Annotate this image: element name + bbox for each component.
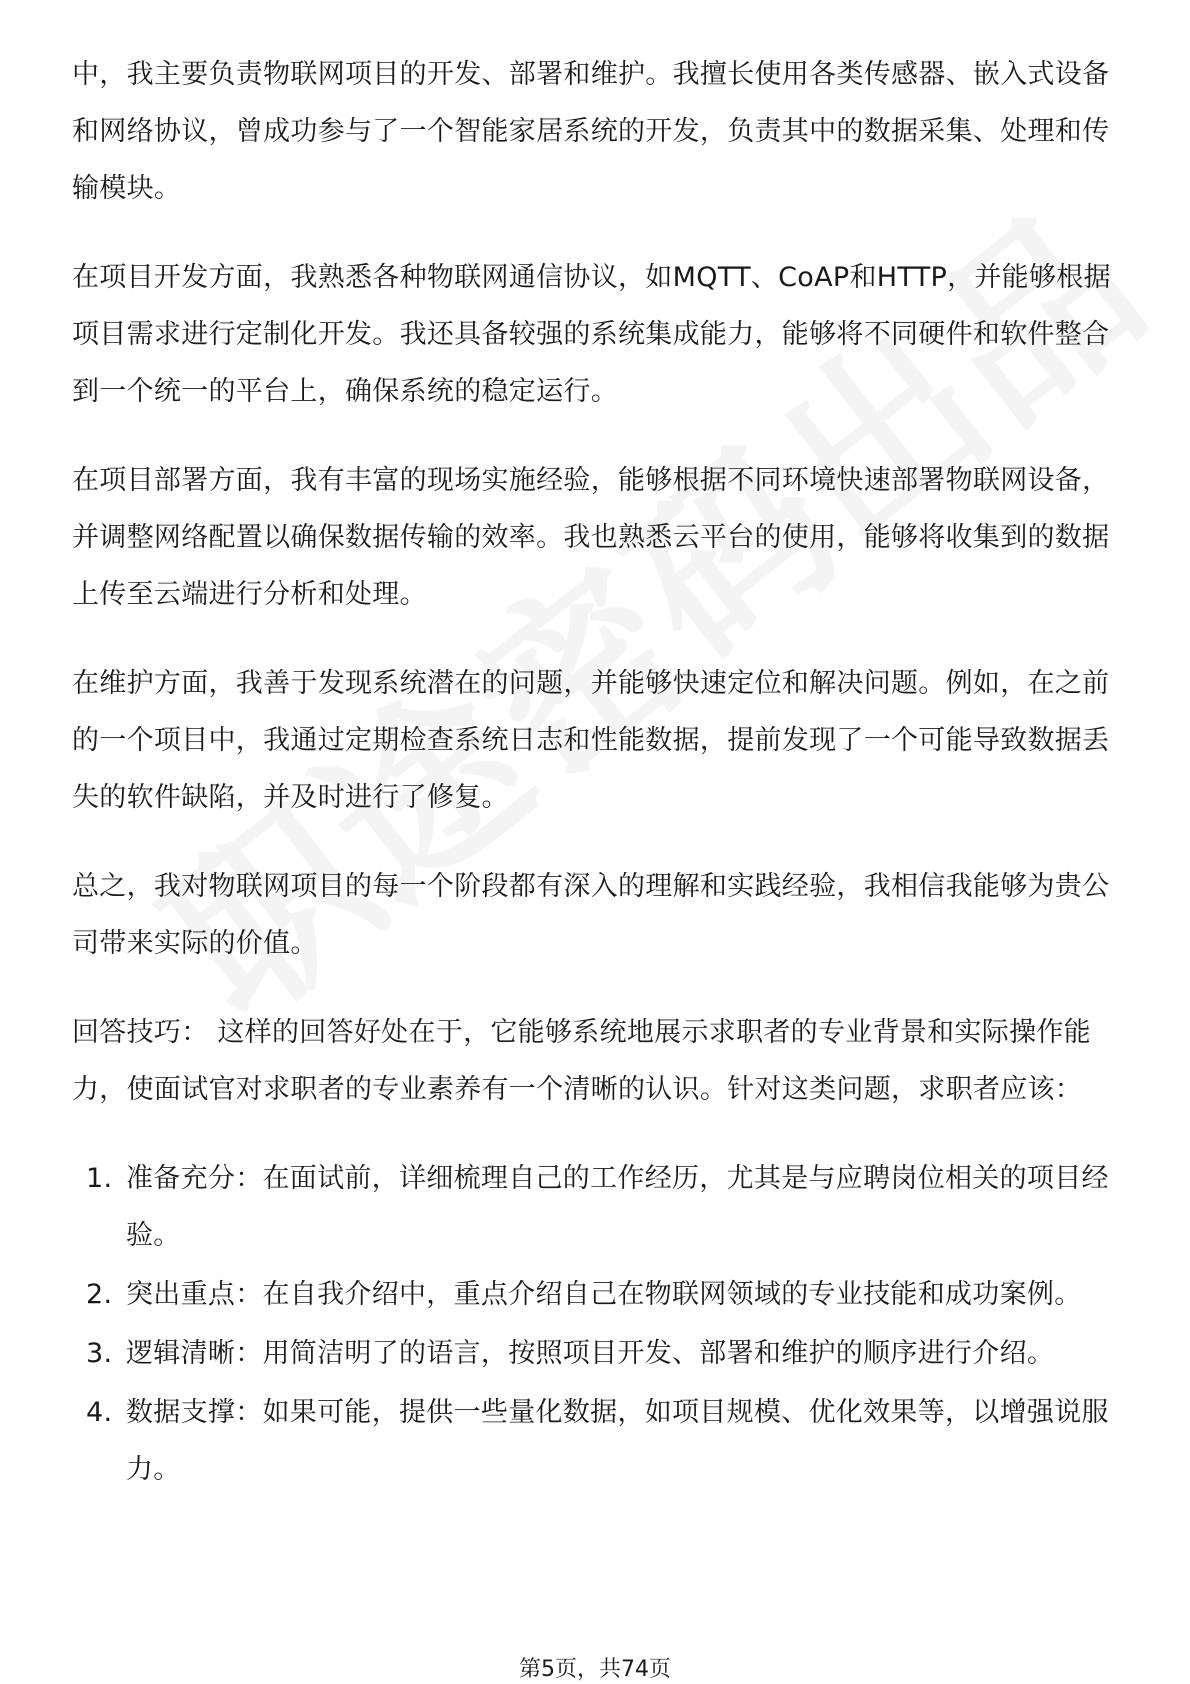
paragraph-answer-tips: 回答技巧： 这样的回答好处在于，它能够系统地展示求职者的专业背景和实际操作能力，使面试官对求职者的专业素养有一个清晰的认识。针对这类问题，求职者应该：: [72, 1017, 1091, 1105]
page-number: 第5页，共74页: [519, 1657, 671, 1682]
list-item: [72, 1384, 1122, 1498]
paragraph-development: 在项目开发方面，我熟悉各种物联网通信协议，如MQTT、CoAP和HTTP，并能够根据项目需求进行定制化开发。我还具备较强的系统集成能力，能够将不同硬件和软件整合到一个统一的平台上，确保系统的稳定运行。: [72, 262, 1111, 407]
list-item: [72, 1325, 1122, 1382]
document-body: [72, 46, 1122, 1500]
list-item: [72, 1266, 1122, 1323]
list-number: 4.: [86, 1397, 113, 1428]
paragraph-experience: 中，我主要负责物联网项目的开发、部署和维护。我擅长使用各类传感器、嵌入式设备和网络协议，曾成功参与了一个智能家居系统的开发，负责其中的数据采集、处理和传输模块。: [72, 59, 1110, 204]
list-text: 逻辑清晰：用简洁明了的语言，按照项目开发、部署和维护的顺序进行介绍。: [126, 1338, 1055, 1369]
paragraph-summary: 总之，我对物联网项目的每一个阶段都有深入的理解和实践经验，我相信我能够为贵公司带来实际的价值。: [72, 871, 1110, 959]
tips-list: [72, 1150, 1122, 1498]
list-text: 突出重点：在自我介绍中，重点介绍自己在物联网领域的专业技能和成功案例。: [126, 1279, 1082, 1310]
list-number: 3.: [86, 1338, 113, 1369]
list-number: 2.: [86, 1279, 113, 1310]
list-text: 准备充分：在面试前，详细梳理自己的工作经历，尤其是与应聘岗位相关的项目经验。: [126, 1163, 1109, 1251]
list-item: [72, 1150, 1122, 1264]
paragraph-deployment: 在项目部署方面，我有丰富的现场实施经验，能够根据不同环境快速部署物联网设备，并调整网络配置以确保数据传输的效率。我也熟悉云平台的使用，能够将收集到的数据上传至云端进行分析和处理。: [72, 465, 1110, 610]
paragraph-maintenance: 在维护方面，我善于发现系统潜在的问题，并能够快速定位和解决问题。例如，在之前的一个项目中，我通过定期检查系统日志和性能数据，提前发现了一个可能导致数据丢失的软件缺陷，并及时进行了修复。: [72, 668, 1110, 813]
list-text: 数据支撑：如果可能，提供一些量化数据，如项目规模、优化效果等，以增强说服力。: [126, 1397, 1109, 1485]
list-number: 1.: [86, 1163, 113, 1194]
